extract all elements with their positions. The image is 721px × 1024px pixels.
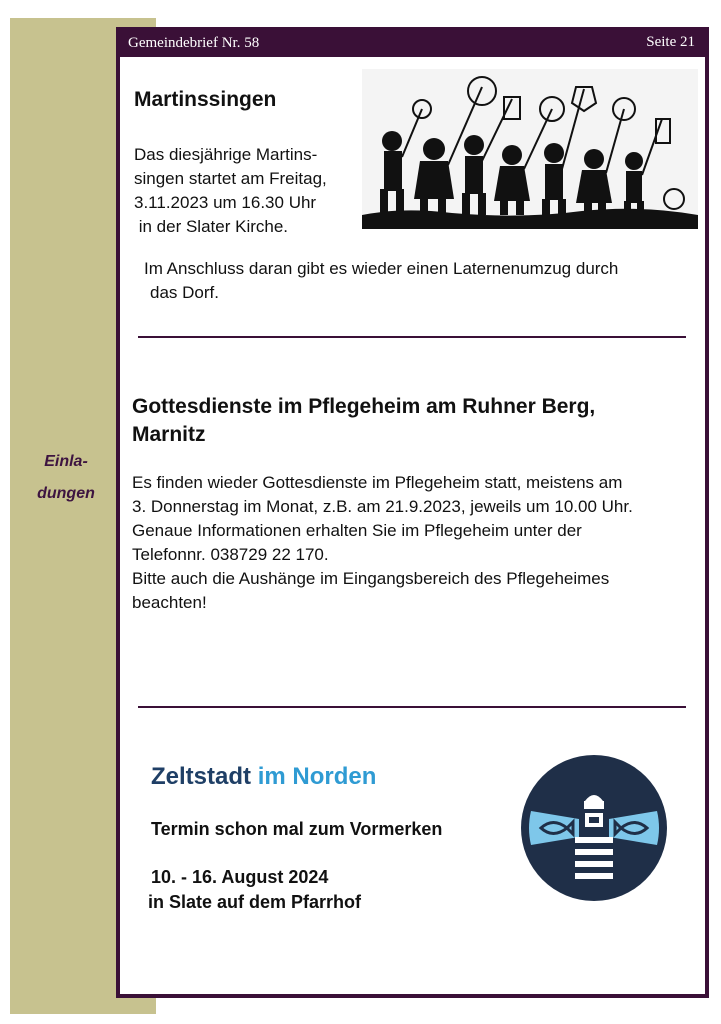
gottesdienst-line: beachten! <box>132 593 207 612</box>
gottesdienst-line: Genaue Informationen erhalten Sie im Pflegeheim unter der <box>132 521 582 540</box>
sidebar-label-line1: Einla- <box>44 453 88 470</box>
issue-label: Gemeindebrief Nr. 58 <box>128 35 260 51</box>
zeltstadt-title-part1: Zeltstadt <box>151 763 258 790</box>
zeltstadt-title <box>151 763 376 791</box>
sidebar-label-line2: dungen <box>37 485 95 502</box>
martin-line: in der Slater Kirche. <box>134 217 289 236</box>
martin-followup <box>144 257 618 305</box>
martin-line: 3.11.2023 um 16.30 Uhr <box>134 193 317 212</box>
sidebar-category-label <box>22 446 110 510</box>
martin-line: singen startet am Freitag, <box>134 169 327 188</box>
martin-followup-line: Im Anschluss daran gibt es wieder einen Laternenumzug durch <box>144 259 619 278</box>
lighthouse-fish-logo-icon <box>519 753 669 903</box>
zeltstadt-title-part2: im Norden <box>257 763 377 790</box>
page-number: Seite 21 <box>646 34 695 50</box>
martin-title: Martinssingen <box>134 88 277 111</box>
zeltstadt-date: 10. - 16. August 2024 <box>151 867 329 887</box>
zeltstadt-place: in Slate auf dem Pfarrhof <box>148 892 362 912</box>
gottesdienst-line: Telefonnr. 038729 22 170. <box>132 545 329 564</box>
lantern-procession-silhouette-icon <box>362 69 698 229</box>
section-divider <box>138 336 686 338</box>
section-divider <box>138 706 686 708</box>
gottesdienst-text <box>132 471 633 615</box>
gottesdienst-line: Es finden wieder Gottesdienste im Pflegeheim statt, meistens am <box>132 473 623 492</box>
gottesdienst-title-line: Marnitz <box>132 423 206 446</box>
martin-line: Das diesjährige Martins- <box>134 145 318 164</box>
martin-text <box>134 143 327 239</box>
gottesdienst-title <box>132 393 595 449</box>
martin-followup-line: das Dorf. <box>150 283 219 302</box>
page-frame <box>116 27 709 998</box>
page-header <box>120 31 705 57</box>
gottesdienst-line: Bitte auch die Aushänge im Eingangsbereich des Pflegeheimes <box>132 569 610 588</box>
gottesdienst-title-line: Gottesdienste im Pflegeheim am Ruhner Berg, <box>132 395 596 418</box>
zeltstadt-subtitle: Termin schon mal zum Vormerken <box>151 819 443 839</box>
gottesdienst-line: 3. Donnerstag im Monat, z.B. am 21.9.2023, jeweils um 10.00 Uhr. <box>132 497 633 516</box>
